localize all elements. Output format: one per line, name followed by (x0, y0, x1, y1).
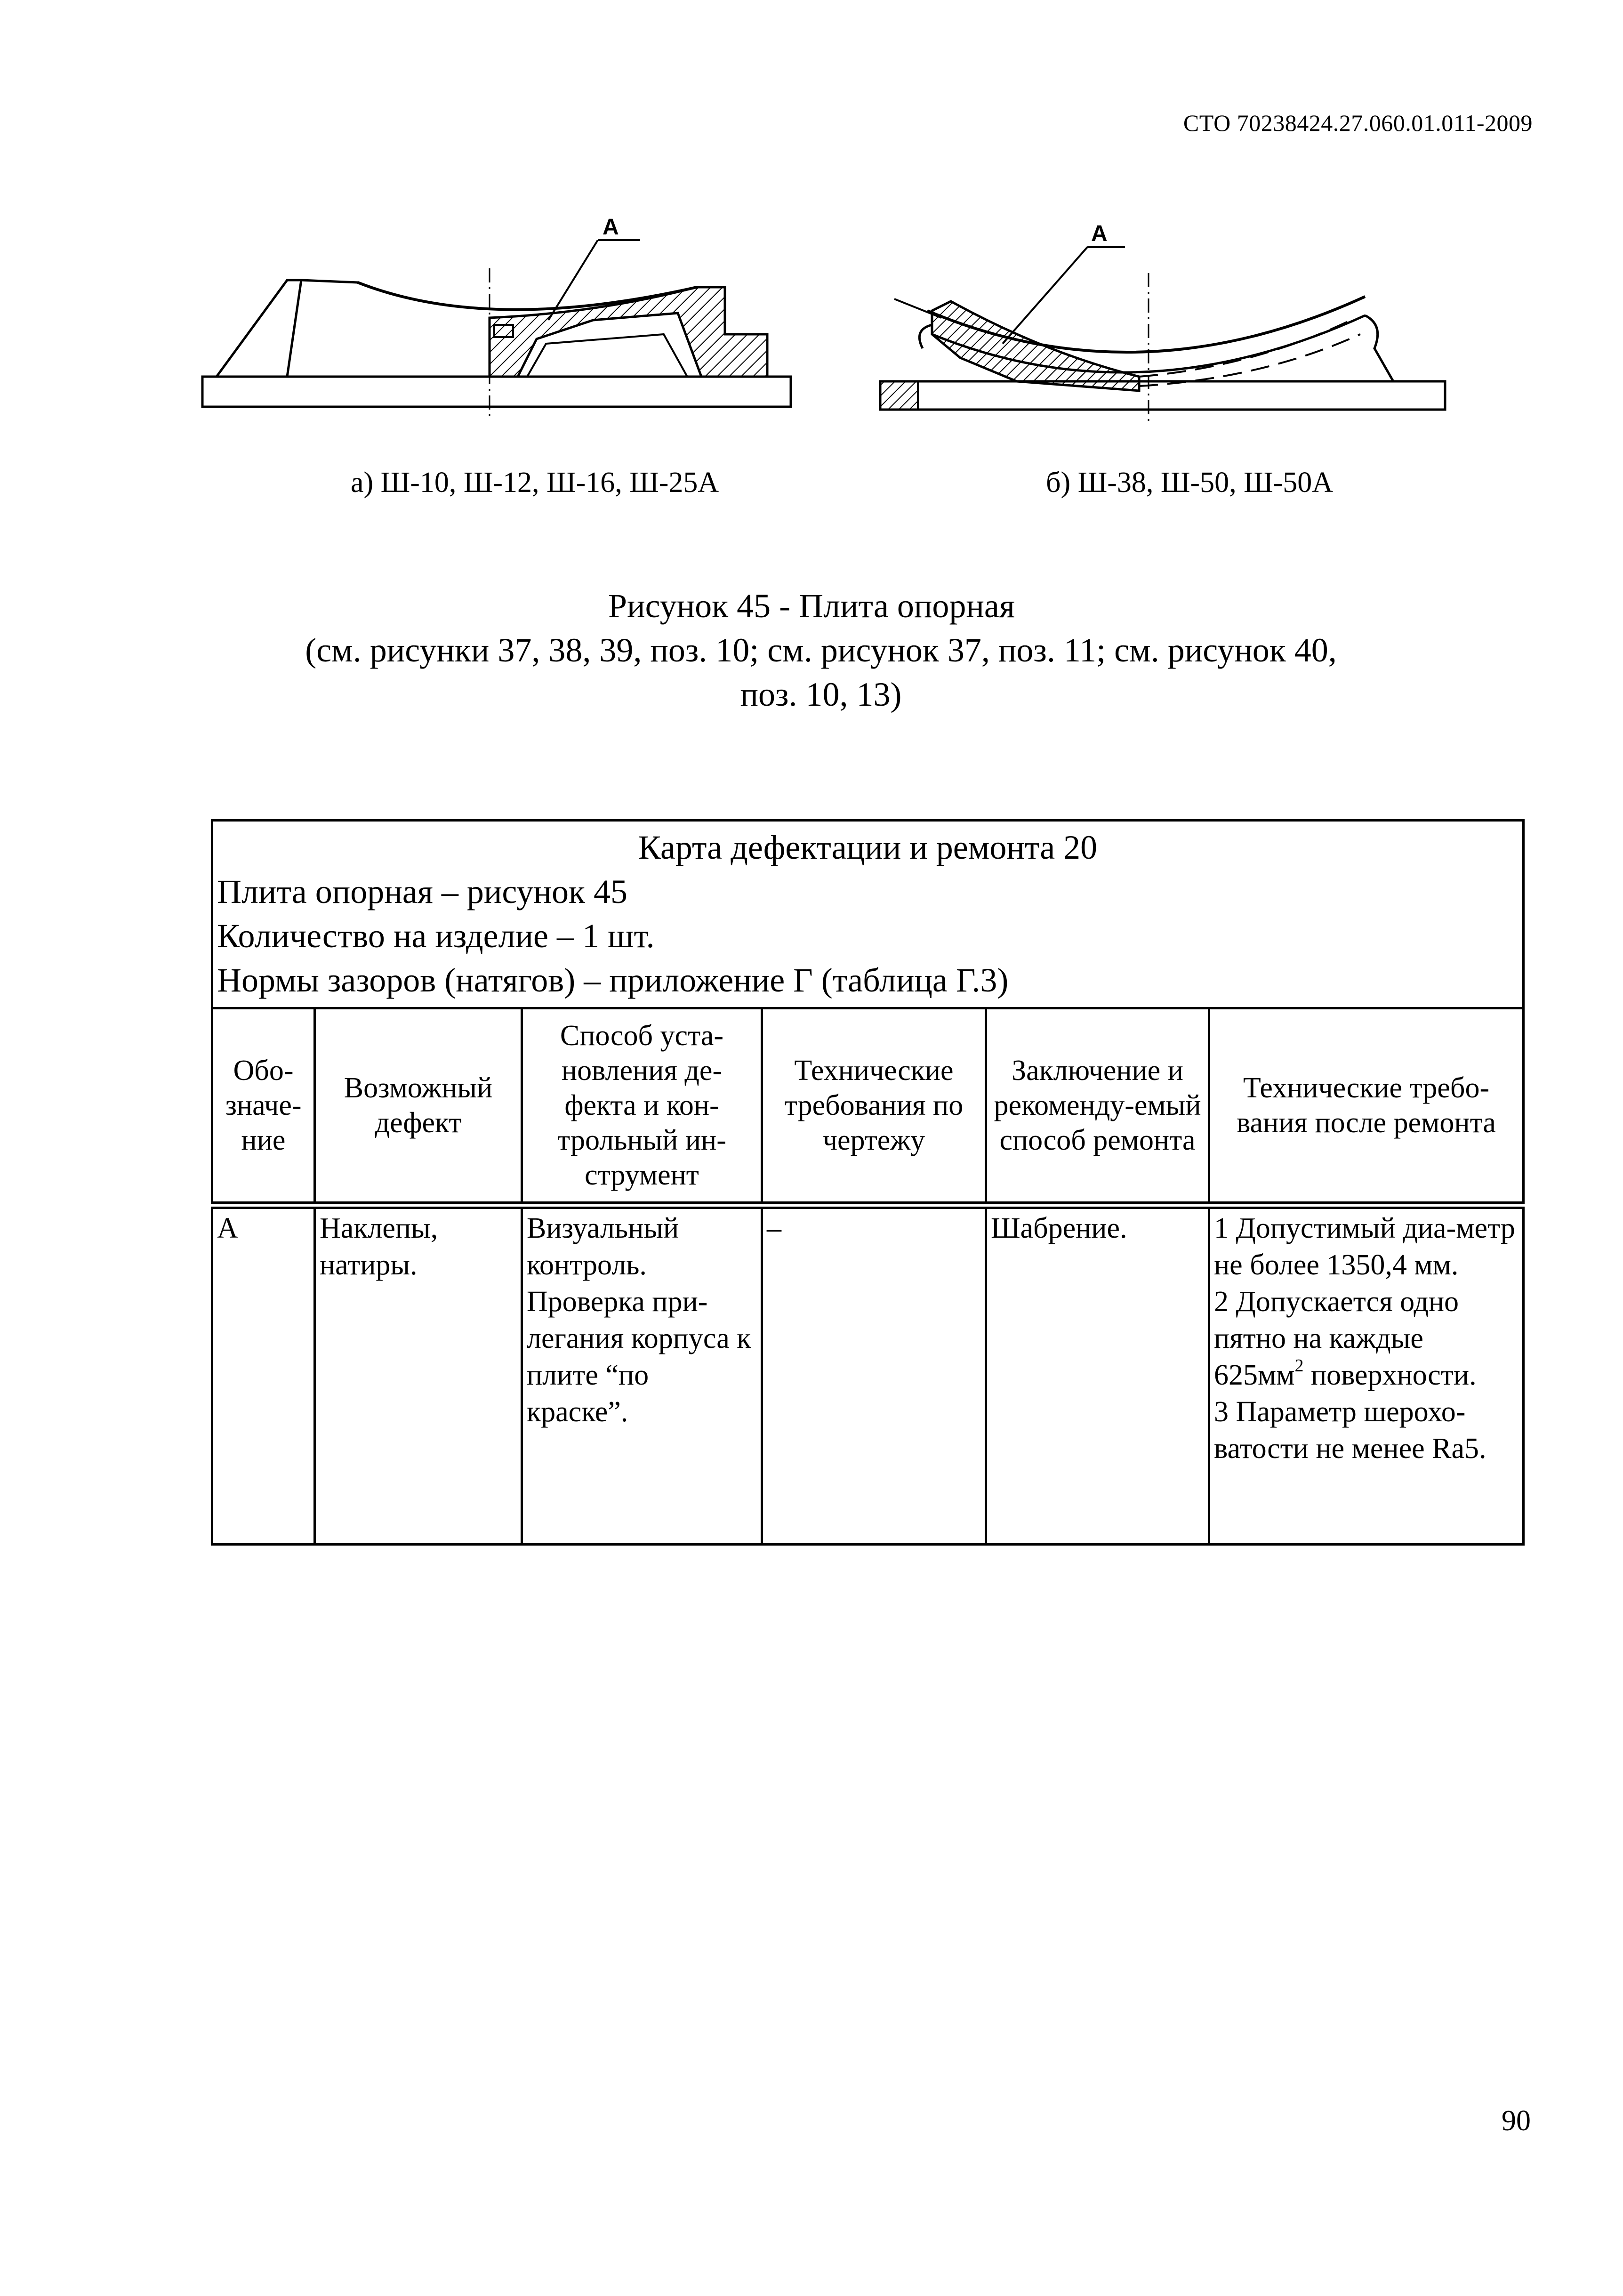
column-header-defect: Возможный дефект (315, 1008, 522, 1206)
cell-defect: Наклепы, натиры. (315, 1205, 522, 1544)
column-header-conclusion: Заключение и рекоменду-емый способ ремонта (986, 1008, 1209, 1206)
column-header-method: Способ уста-новления де-фекта и кон-трольный ин-струмент (522, 1008, 762, 1206)
table-row (212, 1205, 1524, 1544)
defect-repair-card (211, 819, 1525, 1546)
cell-drawing-requirements: – (762, 1205, 986, 1544)
cell-method: Визуальный контроль. Проверка при-легания корпуса к плите “по краске”. (522, 1205, 762, 1544)
cell-post-repair-requirements (1209, 1205, 1524, 1544)
card-norms: Нормы зазоров (натягов) – приложение Г (таблица Г.3) (217, 961, 1009, 999)
label-a-fig2: А (1091, 221, 1108, 246)
requirement-2: 2 Допускается одно пятно на каждые $625мм^2$ поверхности. (1214, 1286, 1477, 1391)
card-part: Плита опорная – рисунок 45 (217, 873, 627, 910)
figure-reference-line2: поз. 10, 13) (740, 676, 902, 713)
column-header-drawing-requirements: Технические требования по чертежу (762, 1008, 986, 1206)
page-number: 90 (1502, 2105, 1531, 2137)
support-plate-drawing-a (188, 198, 810, 461)
card-quantity: Количество на изделие – 1 шт. (217, 917, 655, 955)
card-title: Карта дефектации и ремонта 20 (638, 829, 1098, 866)
figure-title: Рисунок 45 - Плита опорная (608, 587, 1015, 625)
cell-conclusion: Шабрение. (986, 1205, 1209, 1544)
document-code: СТО 70238424.27.060.01.011-2009 (1183, 110, 1533, 136)
column-header-post-repair-requirements: Технические требо-вания после ремонта (1209, 1008, 1524, 1206)
requirement-3: 3 Параметр шерохо-ватости не менее Ra5. (1214, 1396, 1486, 1465)
support-plate-drawing-b (876, 198, 1469, 461)
figure-45 (188, 198, 1469, 461)
label-a-fig1: А (603, 215, 619, 240)
figure-reference-line1: (см. рисунки 37, 38, 39, поз. 10; см. рисунок 37, поз. 11; см. рисунок 40, (305, 631, 1337, 669)
cell-designation: А (212, 1205, 315, 1544)
caption-figure-b: б) Ш-38, Ш-50, Ш-50А (1046, 467, 1334, 499)
column-header-designation: Обо-значе-ние (212, 1008, 315, 1206)
requirement-1: 1 Допустимый диа-метр не более 1350,4 мм. (1214, 1212, 1515, 1281)
card-header (212, 821, 1524, 1008)
caption-figure-a: а) Ш-10, Ш-12, Ш-16, Ш-25А (351, 467, 719, 499)
